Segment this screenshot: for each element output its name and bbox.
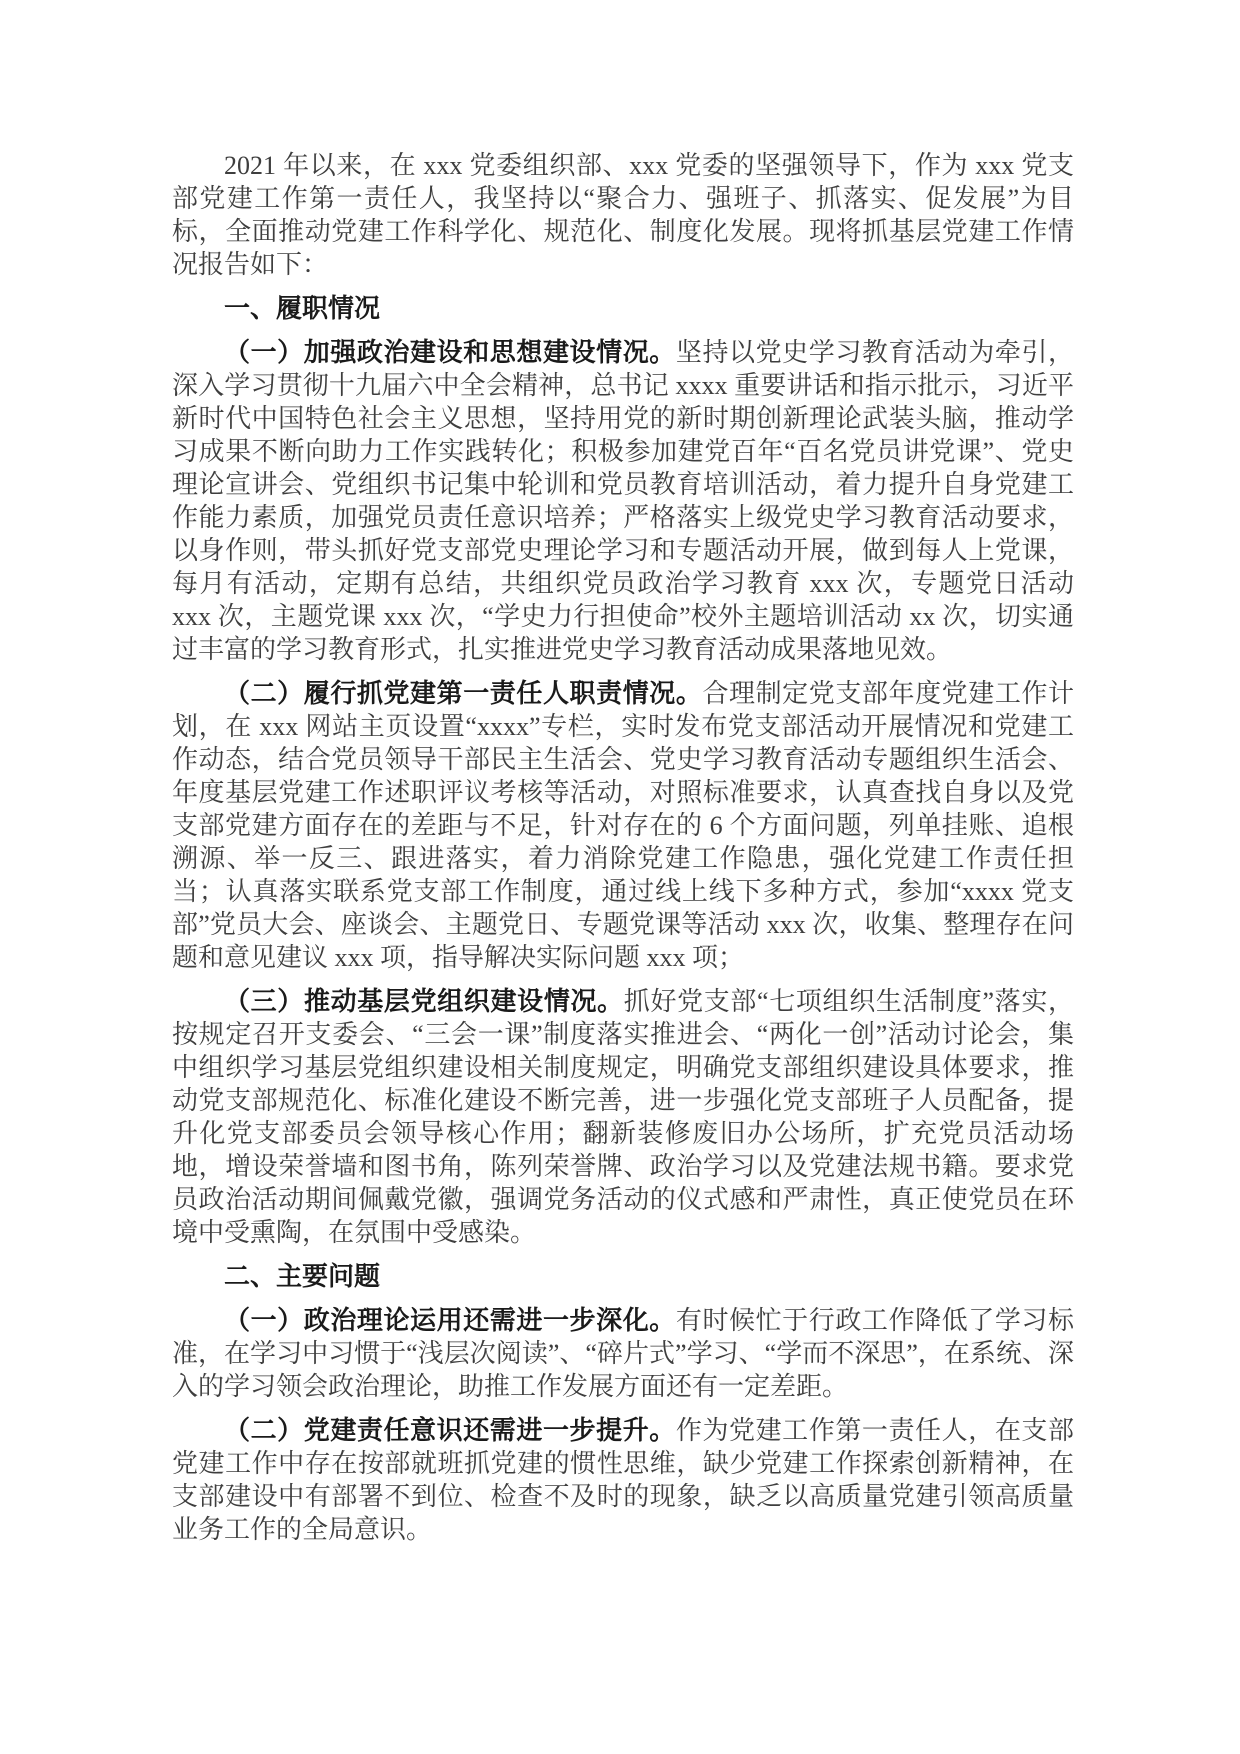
- subsection-paragraph: [172, 1304, 1074, 1403]
- subsection-paragraph: [172, 1414, 1074, 1546]
- subsection-1-3-lead: （三）推动基层党组织建设情况。: [224, 986, 624, 1016]
- section-2-heading: 二、主要问题: [224, 1261, 381, 1291]
- subsection-paragraph: [172, 985, 1074, 1249]
- section-duty-performance: [172, 292, 1074, 1249]
- section-1-heading: 一、履职情况: [224, 293, 381, 323]
- subsection-1-2-lead: （二）履行抓党建第一责任人职责情况。: [224, 678, 703, 708]
- intro-paragraph: 2021 年以来，在 xxx 党委组织部、xxx 党委的坚强领导下，作为 xxx 党支部党建工作第一责任人，我坚持以“聚合力、强班子、抓落实、促发展”为目标，全面推动党建工作科学化、规范化、制度化发展。现将抓基层党建工作情况报告如下：: [172, 151, 1074, 279]
- subsection-2-2-lead: （二）党建责任意识还需进一步提升。: [224, 1415, 676, 1445]
- subsection-paragraph: [172, 677, 1074, 974]
- subsection-2-2-body: 作为党建工作第一责任人，在支部党建工作中存在按部就班抓党建的惯性思维，缺少党建工作探索创新精神，在支部建设中有部署不到位、检查不及时的现象，缺乏以高质量党建引领高质量业务工作的全局意识。: [172, 1416, 1074, 1544]
- subsection-1-1-body: 坚持以党史学习教育活动为牵引，深入学习贯彻十九届六中全会精神，总书记 xxxx 重要讲话和指示批示，习近平新时代中国特色社会主义思想，坚持用党的新时期创新理论武装头脑，推动学习成果不断向助力工作实践转化；积极参加建党百年“百名党员讲党课”、党史理论宣讲会、党组织书记集中轮训和党员教育培训活动，着力提升自身党建工作能力素质，加强党员责任意识培养；严格落实上级党史学习教育活动要求，以身作则，带头抓好党支部党史理论学习和专题活动开展，做到每人上党课，每月有活动，定期有总结，共组织党员政治学习教育 xxx 次，专题党日活动 xxx 次，主题党课 xxx 次，“学史力行担使命”校外主题培训活动 xx 次，切实通过丰富的学习教育形式，扎实推进党史学习教育活动成果落地见效。: [172, 338, 1074, 664]
- subsection-2-1-body: 有时候忙于行政工作降低了学习标准，在学习中习惯于“浅层次阅读”、“碎片式”学习、“学而不深思”，在系统、深入的学习领会政治理论，助推工作发展方面还有一定差距。: [172, 1306, 1074, 1401]
- subsection-1-1-lead: （一）加强政治建设和思想建设情况。: [224, 337, 676, 367]
- subsection-1-3-body: 抓好党支部“七项组织生活制度”落实，按规定召开支委会、“三会一课”制度落实推进会、“两化一创”活动讨论会，集中组织学习基层党组织建设相关制度规定，明确党支部组织建设具体要求，推动党支部规范化、标准化建设不断完善，进一步强化党支部班子人员配备，提升化党支部委员会领导核心作用；翻新装修废旧办公场所，扩充党员活动场地，增设荣誉墙和图书角，陈列荣誉牌、政治学习以及党建法规书籍。要求党员政治活动期间佩戴党徽，强调党务活动的仪式感和严肃性，真正使党员在环境中受熏陶，在氛围中受感染。: [172, 987, 1074, 1247]
- subsection-paragraph: [172, 336, 1074, 666]
- section-main-problems: [172, 1260, 1074, 1546]
- subsection-2-1-lead: （一）政治理论运用还需进一步深化。: [224, 1305, 676, 1335]
- subsection-1-2-body: 合理制定党支部年度党建工作计划，在 xxx 网站主页设置“xxxx”专栏，实时发布党支部活动开展情况和党建工作动态，结合党员领导干部民主生活会、党史学习教育活动专题组织生活会、年度基层党建工作述职评议考核等活动，对照标准要求，认真查找自身以及党支部党建方面存在的差距与不足，针对存在的 6 个方面问题，列单挂账、追根溯源、举一反三、跟进落实，着力消除党建工作隐患，强化党建工作责任担当；认真落实联系党支部工作制度，通过线上线下多种方式，参加“xxxx 党支部”党员大会、座谈会、主题党日、专题党课等活动 xxx 次，收集、整理存在问题和意见建议 xxx 项，指导解决实际问题 xxx 项；: [172, 679, 1074, 972]
